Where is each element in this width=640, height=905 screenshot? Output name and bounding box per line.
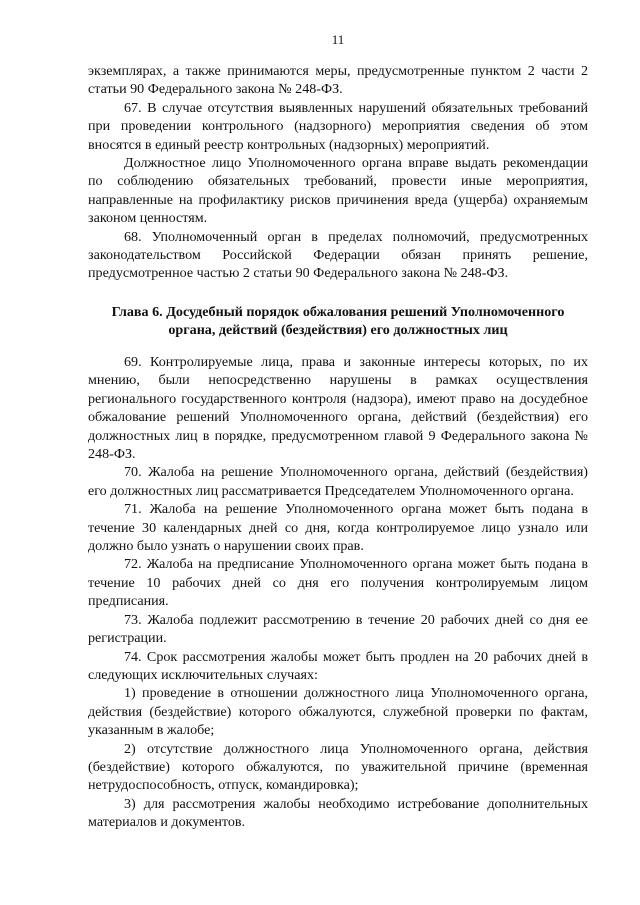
paragraph-68: 68. Уполномоченный орган в пределах полномочий, предусмотренных законодательством Российской Федерации обязан принять решение, предусмотренное частью 2 статьи 90 Федерального закона № 248-ФЗ. [88, 228, 588, 282]
page-number: 11 [331, 32, 345, 47]
paragraph-72: 72. Жалоба на предписание Уполномоченного органа может быть подана в течение 10 рабочих дней со дня его получения контролируемым лицом предписания. [88, 556, 588, 610]
top-text-block [88, 62, 588, 283]
paragraph-73: 73. Жалоба подлежит рассмотрению в течение 20 рабочих дней со дня ее регистрации. [88, 611, 588, 647]
paragraph-recommendations: Должностное лицо Уполномоченного органа вправе выдать рекомендации по соблюдению обязательных требований, провести иные мероприятия, направленные на профилактику рисков причинения вреда (ущерба) охраняемым законом ценностям. [88, 155, 588, 227]
document-page [88, 0, 588, 905]
paragraph-continuation: экземплярах, а также принимаются меры, предусмотренные пунктом 2 части 2 статьи 90 Федерального закона № 248-ФЗ. [88, 63, 588, 98]
paragraph-71: 71. Жалоба на решение Уполномоченного органа может быть подана в течение 30 календарных дней со дня, когда контролируемое лицо узнало или должно было узнать о нарушении своих прав. [88, 501, 588, 555]
list-item-2: 2) отсутствие должностного лица Уполномоченного органа, действия (бездействие) которого обжалуются, по уважительной причине (временная нетрудоспособность, отпуск, командировка); [88, 740, 588, 794]
list-item-3: 3) для рассмотрения жалобы необходимо истребование дополнительных материалов и документов. [88, 795, 588, 831]
paragraph-69: 69. Контролируемые лица, права и законные интересы которых, по их мнению, были непосредственно нарушены в рамках осуществления регионального государственного контроля (надзора), имеют право на досудебное обжалование решений Уполномоченного органа, действий (бездействия) его должностных лиц в порядке, предусмотренном главой 9 Федерального закона № 248-ФЗ. [88, 354, 588, 463]
paragraph-74: 74. Срок рассмотрения жалобы может быть продлен на 20 рабочих дней в следующих исключительных случаях: [88, 648, 588, 683]
chapter-heading [88, 303, 588, 340]
paragraph-67: 67. В случае отсутствия выявленных нарушений обязательных требований при проведении контрольного (надзорного) мероприятия сведения об этом вносятся в единый реестр контрольных (надзорных) мероприятий. [88, 99, 588, 153]
list-item-1: 1) проведение в отношении должностного лица Уполномоченного органа, действия (бездействие) которого обжалуются, служебной проверки по фактам, указанным в жалобе; [88, 685, 588, 739]
chapter-heading-line-2: органа, действий (бездействия) его должностных лиц [168, 322, 508, 339]
chapter-heading-line-1: Глава 6. Досудебный порядок обжалования решений Уполномоченного [111, 304, 565, 320]
paragraph-70: 70. Жалоба на решение Уполномоченного органа, действий (бездействия) его должностных лиц рассматривается Председателем Уполномоченного органа. [88, 464, 588, 499]
bottom-text-block [88, 353, 588, 832]
